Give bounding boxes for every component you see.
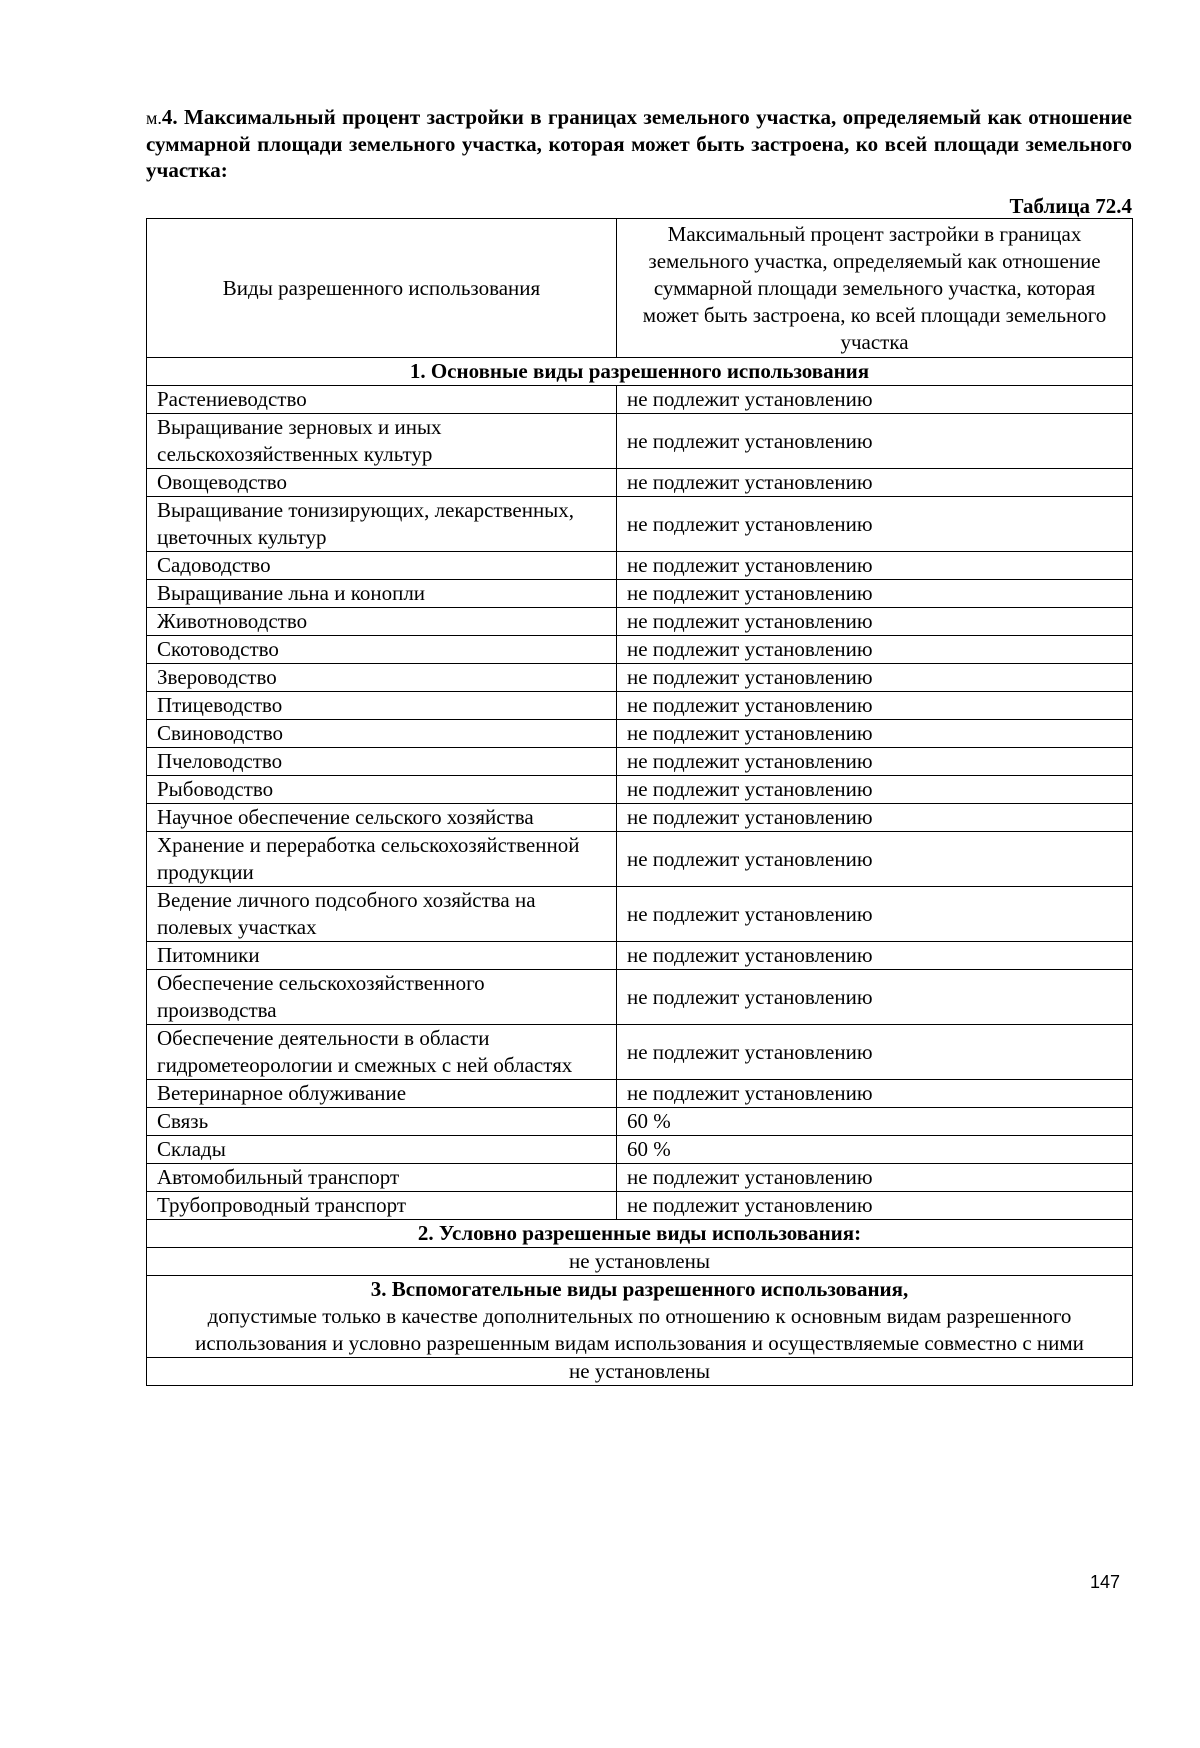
use-type-cell: Автомобильный транспорт [147,1164,617,1192]
section1-row [147,358,1133,386]
percentage-cell: не подлежит установлению [617,804,1133,832]
percentage-cell: не подлежит установлению [617,1164,1133,1192]
table-row [147,386,1133,414]
section3-title: 3. Вспомогательные виды разрешенного использования, [370,1277,909,1301]
heading-prefix: м. [146,108,162,128]
percentage-cell: 60 % [617,1136,1133,1164]
use-type-cell: Рыбоводство [147,776,617,804]
percentage-cell: 60 % [617,1108,1133,1136]
section2-title: 2. Условно разрешенные виды использования: [147,1220,1133,1248]
table-row [147,469,1133,497]
table-row [147,804,1133,832]
table-row [147,608,1133,636]
page-number: 147 [1090,1572,1121,1592]
use-type-cell: Склады [147,1136,617,1164]
percentage-cell: не подлежит установлению [617,748,1133,776]
use-type-cell: Звероводство [147,664,617,692]
percentage-cell: не подлежит установлению [617,942,1133,970]
use-type-cell: Выращивание льна и конопли [147,580,617,608]
table-header-row [147,219,1133,358]
use-type-cell: Связь [147,1108,617,1136]
use-type-cell: Обеспечение деятельности в области гидрометеорологии и смежных с ней областях [147,1025,617,1080]
percentage-cell: не подлежит установлению [617,636,1133,664]
table-row [147,970,1133,1025]
percentage-cell: не подлежит установлению [617,580,1133,608]
table-row [147,832,1133,887]
table-row [147,664,1133,692]
table-caption: Таблица 72.4 [1009,194,1132,218]
table-row [147,942,1133,970]
use-type-cell: Питомники [147,942,617,970]
percentage-cell: не подлежит установлению [617,970,1133,1025]
use-type-cell: Садоводство [147,552,617,580]
table-row [147,1192,1133,1220]
percentage-cell: не подлежит установлению [617,720,1133,748]
percentage-cell: не подлежит установлению [617,692,1133,720]
use-type-cell: Ведение личного подсобного хозяйства на полевых участках [147,887,617,942]
table-row [147,1025,1133,1080]
section2-value-row [147,1248,1133,1276]
table-row [147,414,1133,469]
percentage-cell: не подлежит установлению [617,1080,1133,1108]
table-row [147,497,1133,552]
use-type-cell: Растениеводство [147,386,617,414]
section3-block-row [147,1276,1133,1358]
section2-value: не установлены [147,1248,1133,1276]
use-type-cell: Научное обеспечение сельского хозяйства [147,804,617,832]
percentage-cell: не подлежит установлению [617,608,1133,636]
use-type-cell: Хранение и переработка сельскохозяйственной продукции [147,832,617,887]
table-row [147,1108,1133,1136]
col2-header: Максимальный процент застройки в границах земельного участка, определяемый как отношение суммарной площади земельного участка, которая может быть застроена, ко всей площади земельного участка [617,219,1133,358]
section2-title-row [147,1220,1133,1248]
percentage-cell: не подлежит установлению [617,1025,1133,1080]
use-type-cell: Овощеводство [147,469,617,497]
percentage-cell: не подлежит установлению [617,497,1133,552]
use-type-cell: Скотоводство [147,636,617,664]
percentage-cell: не подлежит установлению [617,386,1133,414]
use-type-cell: Пчеловодство [147,748,617,776]
section3-value-row [147,1358,1133,1386]
use-type-cell: Животноводство [147,608,617,636]
table-row [147,720,1133,748]
use-type-cell: Выращивание тонизирующих, лекарственных, цветочных культур [147,497,617,552]
percentage-cell: не подлежит установлению [617,469,1133,497]
section3-value: не установлены [147,1358,1133,1386]
table-row [147,580,1133,608]
percentage-cell: не подлежит установлению [617,552,1133,580]
table-row [147,1136,1133,1164]
percentage-cell: не подлежит установлению [617,414,1133,469]
percentage-cell: не подлежит установлению [617,887,1133,942]
use-type-cell: Обеспечение сельскохозяйственного производства [147,970,617,1025]
use-type-cell: Трубопроводный транспорт [147,1192,617,1220]
percentage-cell: не подлежит установлению [617,832,1133,887]
table-row [147,552,1133,580]
col1-header: Виды разрешенного использования [147,219,617,358]
section3-text: допустимые только в качестве дополнительных по отношению к основным видам разрешенного использования и условно разрешенным видам использования и осуществляемые совместно с ними [195,1304,1084,1355]
table-row [147,1164,1133,1192]
use-type-cell: Птицеводство [147,692,617,720]
section1-title: 1. Основные виды разрешенного использования [147,358,1133,386]
section3-block [147,1276,1133,1358]
use-type-cell: Свиноводство [147,720,617,748]
section-heading [146,104,1132,183]
table-row [147,1080,1133,1108]
use-type-cell: Ветеринарное облуживание [147,1080,617,1108]
table-row [147,748,1133,776]
percentage-cell: не подлежит установлению [617,664,1133,692]
percentage-cell: не подлежит установлению [617,776,1133,804]
building-percentage-table [146,218,1133,1386]
table-row [147,636,1133,664]
percentage-cell: не подлежит установлению [617,1192,1133,1220]
use-type-cell: Выращивание зерновых и иных сельскохозяйственных культур [147,414,617,469]
table-row [147,887,1133,942]
table-row [147,692,1133,720]
heading-text: 4. Максимальный процент застройки в границах земельного участка, определяемый как отношение суммарной площади земельного участка, которая может быть застроена, ко всей площади земельного участка: [146,105,1132,182]
table-row [147,776,1133,804]
